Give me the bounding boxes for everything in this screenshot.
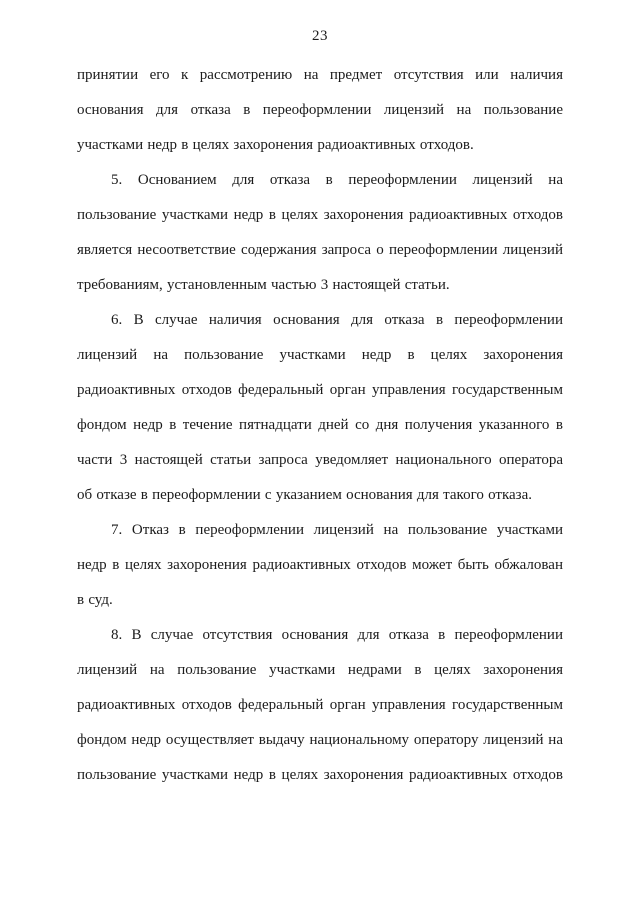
text-line: требованиям, установленным частью 3 настоящей статьи. — [77, 277, 450, 293]
text-line: основания для отказа в переоформлении лицензий на пользование — [77, 102, 563, 118]
text-line: 6. В случае наличия основания для отказа в переоформлении — [111, 312, 563, 328]
paragraph — [77, 163, 563, 303]
text-line: пользование участками недр в целях захоронения радиоактивных отходов — [77, 767, 563, 783]
text-line: лицензий на пользование участками недрами в целях захоронения — [77, 662, 563, 678]
paragraph — [77, 303, 563, 513]
page-number: 23 — [312, 28, 328, 44]
text-line: части 3 настоящей статьи запроса уведомляет национального оператора — [77, 452, 563, 468]
paragraph — [77, 618, 563, 793]
text-line: об отказе в переоформлении с указанием основания для такого отказа. — [77, 487, 533, 503]
text-line: принятии его к рассмотрению на предмет отсутствия или наличия — [77, 67, 563, 83]
paragraph — [77, 58, 563, 163]
text-line: недр в целях захоронения радиоактивных отходов может быть обжалован — [77, 557, 563, 573]
text-line: радиоактивных отходов федеральный орган управления государственным — [77, 382, 563, 398]
text-line: 7. Отказ в переоформлении лицензий на пользование участками — [111, 522, 563, 538]
text-line: фондом недр осуществляет выдачу национальному оператору лицензий на — [77, 732, 563, 748]
text-line: является несоответствие содержания запроса о переоформлении лицензий — [77, 242, 563, 258]
text-line: лицензий на пользование участками недр в целях захоронения — [77, 347, 563, 363]
text-line: фондом недр в течение пятнадцати дней со дня получения указанного в — [77, 417, 563, 433]
text-line: пользование участками недр в целях захоронения радиоактивных отходов — [77, 207, 563, 223]
text-line: 8. В случае отсутствия основания для отказа в переоформлении — [111, 627, 563, 643]
text-line: радиоактивных отходов федеральный орган управления государственным — [77, 697, 563, 713]
text-line: 5. Основанием для отказа в переоформлении лицензий на — [111, 172, 563, 188]
document-body — [77, 58, 563, 793]
paragraph — [77, 513, 563, 618]
text-line: в суд. — [77, 592, 113, 608]
text-line: участками недр в целях захоронения радиоактивных отходов. — [77, 137, 474, 153]
